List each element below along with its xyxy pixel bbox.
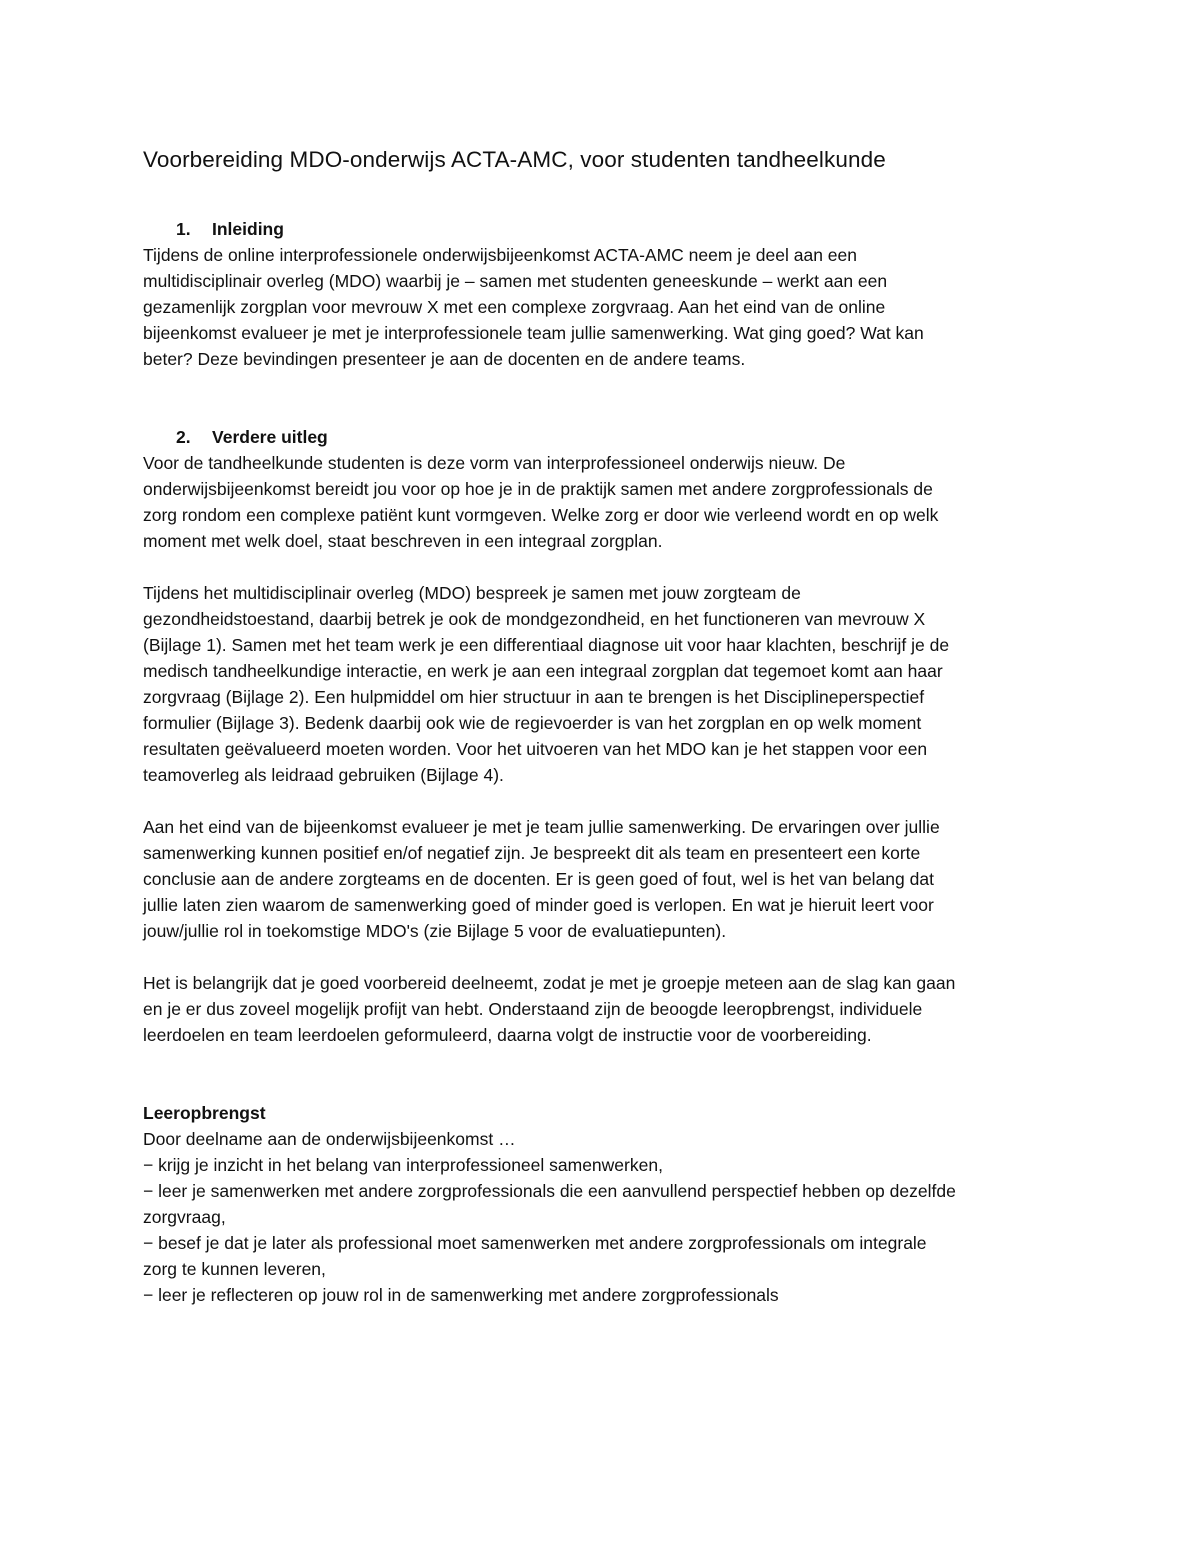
text-line: zorgvraag (Bijlage 2). Een hulpmiddel om hier structuur in aan te brengen is het Disciplineperspectief [143,687,925,707]
text-line: bijeenkomst evalueer je met je interprofessionele team jullie samenwerking. Wat ging goed? Wat kan [143,323,924,343]
list-item: − besef je dat je later als professional moet samenwerken met andere zorgprofessionals om integrale [143,1233,927,1253]
section-inleiding [143,216,1068,372]
list-item: − krijg je inzicht in het belang van interprofessioneel samenwerken, [143,1155,663,1175]
text-line: samenwerking kunnen positief en/of negatief zijn. Je bespreekt dit als team en presenteert een korte [143,843,921,863]
text-line: moment met welk doel, staat beschreven in een integraal zorgplan. [143,531,663,551]
paragraph [143,580,1068,788]
section-title: Verdere uitleg [212,427,328,447]
text-line: gezondheidstoestand, daarbij betrek je ook de mondgezondheid, en het functioneren van mevrouw X [143,609,926,629]
paragraph [143,970,1068,1048]
section-heading-verdere-uitleg [143,424,1068,450]
section-heading-inleiding [143,216,1068,242]
document-content [143,142,1068,1308]
document-title: Voorbereiding MDO-onderwijs ACTA-AMC, voor studenten tandheelkunde [143,147,886,172]
paragraph [143,450,1068,554]
section-number: 2. [176,427,191,447]
leeropbrengst-intro: Door deelname aan de onderwijsbijeenkomst … [143,1129,516,1149]
text-line: leerdoelen en team leerdoelen geformuleerd, daarna volgt de instructie voor de voorbereiding. [143,1025,872,1045]
text-line: Tijdens de online interprofessionele onderwijsbijeenkomst ACTA-AMC neem je deel aan een [143,245,857,265]
leeropbrengst-heading: Leeropbrengst [143,1103,266,1123]
paragraph-inleiding [143,242,1068,372]
section-verdere-uitleg [143,424,1068,1048]
text-line: jullie laten zien waarom de samenwerking goed of minder goed is verlopen. En wat je hieruit leert voor [143,895,934,915]
text-line: formulier (Bijlage 3). Bedenk daarbij ook wie de regievoerder is van het zorgplan en op welk moment [143,713,922,733]
text-line: conclusie aan de andere zorgteams en de docenten. Er is geen goed of fout, wel is het van belang dat [143,869,934,889]
text-line: Voor de tandheelkunde studenten is deze vorm van interprofessioneel onderwijs nieuw. De [143,453,846,473]
section-leeropbrengst [143,1100,1068,1308]
section-title: Inleiding [212,219,284,239]
text-line: jouw/jullie rol in toekomstige MDO's (zie Bijlage 5 voor de evaluatiepunten). [143,921,727,941]
text-line: onderwijsbijeenkomst bereidt jou voor op hoe je in de praktijk samen met andere zorgprofessionals de [143,479,933,499]
text-line: multidisciplinair overleg (MDO) waarbij je – samen met studenten geneeskunde – werkt aan een [143,271,888,291]
text-line: zorg rondom een complexe patiënt kunt vormgeven. Welke zorg er door wie verleend wordt en op welk [143,505,939,525]
text-line: Het is belangrijk dat je goed voorbereid deelneemt, zodat je met je groepje meteen aan de slag kan gaan [143,973,956,993]
text-line: medisch tandheelkundige interactie, en werk je aan een integraal zorgplan dat tegemoet komt aan haar [143,661,943,681]
text-line: en je er dus zoveel mogelijk profijt van hebt. Onderstaand zijn de beoogde leeropbrengst, individuele [143,999,923,1019]
section-number: 1. [176,219,191,239]
text-line: Aan het eind van de bijeenkomst evalueer je met je team jullie samenwerking. De ervaringen over jullie [143,817,940,837]
text-line: resultaten geëvalueerd moeten worden. Voor het uitvoeren van het MDO kan je het stappen voor een [143,739,928,759]
list-item: − leer je samenwerken met andere zorgprofessionals die een aanvullend perspectief hebben op dezelfde [143,1181,956,1201]
text-line: Tijdens het multidisciplinair overleg (MDO) bespreek je samen met jouw zorgteam de [143,583,801,603]
list-item-continuation: zorgvraag, [143,1207,226,1227]
text-line: teamoverleg als leidraad gebruiken (Bijlage 4). [143,765,504,785]
list-item-continuation: zorg te kunnen leveren, [143,1259,326,1279]
text-line: gezamenlijk zorgplan voor mevrouw X met een complexe zorgvraag. Aan het eind van de online [143,297,886,317]
paragraph [143,814,1068,944]
list-item: − leer je reflecteren op jouw rol in de samenwerking met andere zorgprofessionals [143,1285,779,1305]
text-line: (Bijlage 1). Samen met het team werk je een differentiaal diagnose uit voor haar klachten, beschrijf je de [143,635,950,655]
text-line: beter? Deze bevindingen presenteer je aan de docenten en de andere teams. [143,349,746,369]
